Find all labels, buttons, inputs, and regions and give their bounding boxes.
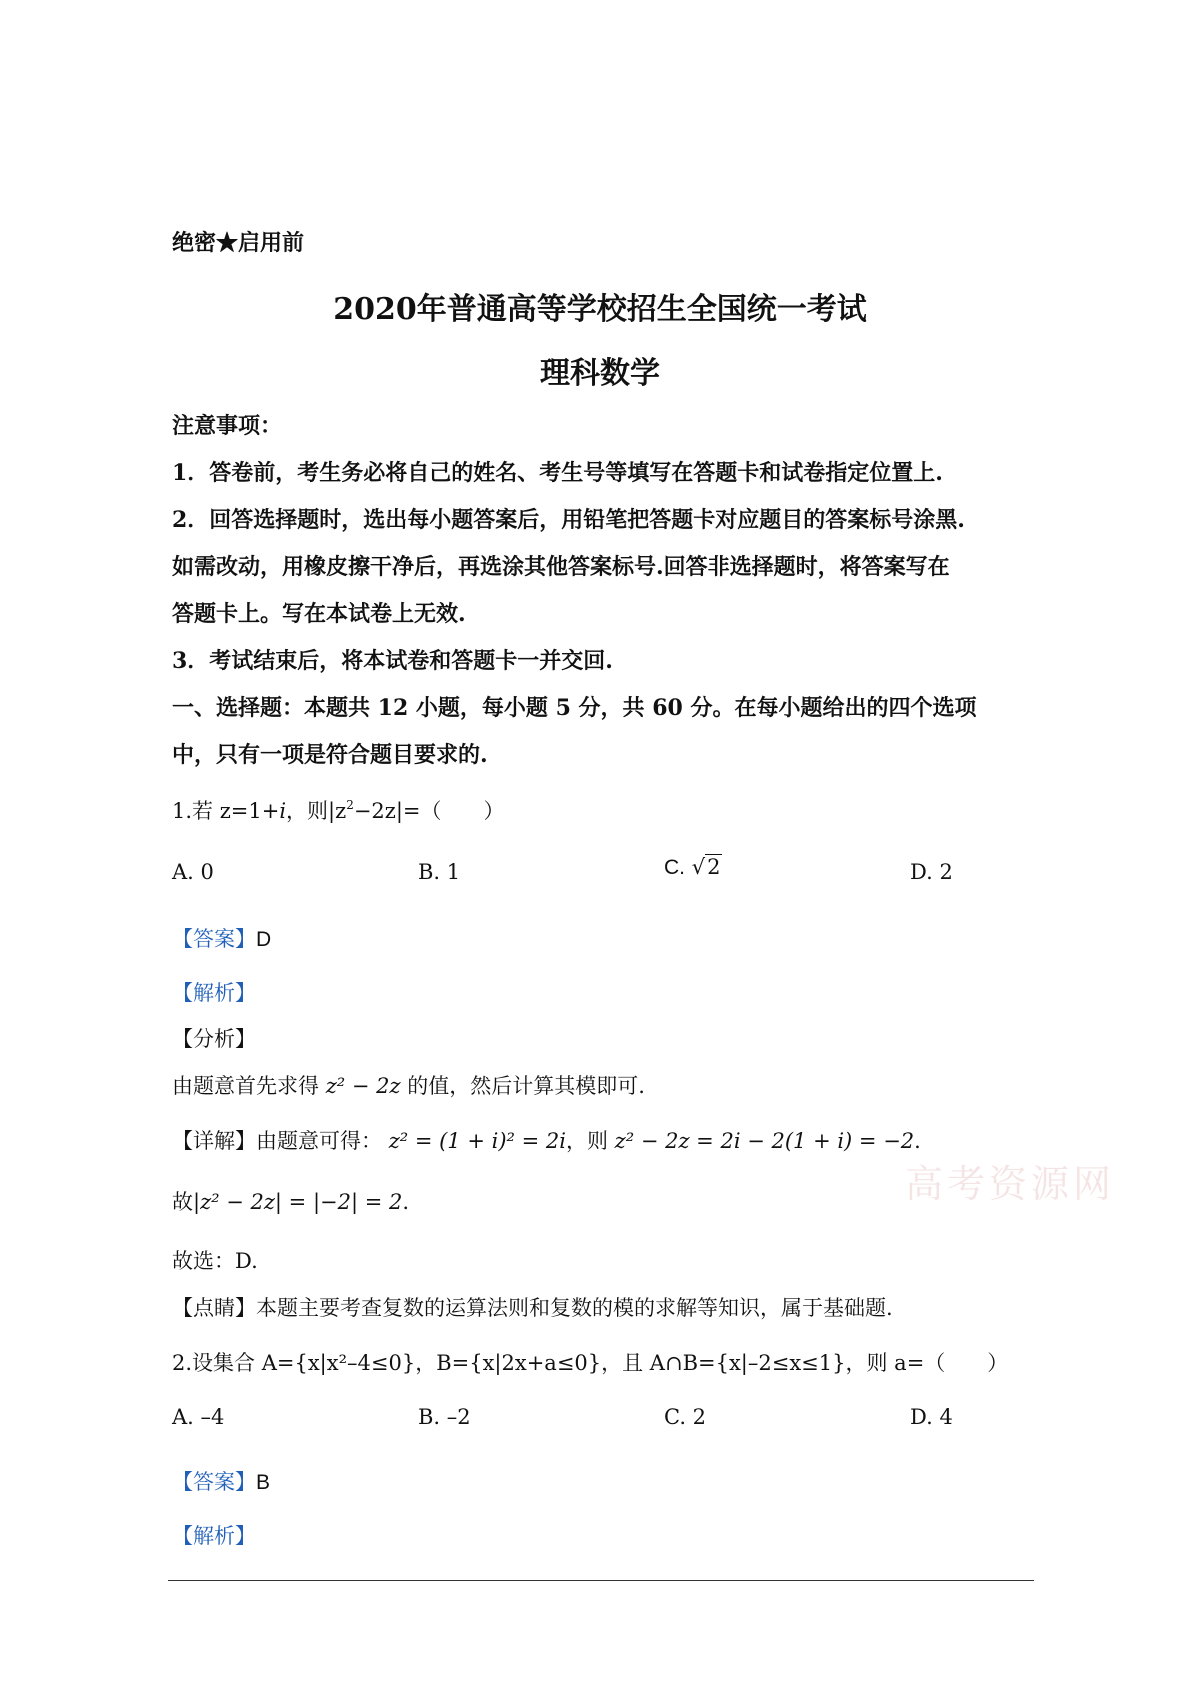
- secret-mark: 绝密★启用前: [172, 230, 305, 256]
- q2-answer-label: 【答案】: [172, 1470, 256, 1494]
- q1-stem-i: i: [279, 799, 287, 823]
- q1-comment-text: 本题主要考查复数的运算法则和复数的模的求解等知识，属于基础题.: [256, 1296, 893, 1320]
- q1-answer-value: D: [256, 928, 272, 951]
- q1-detail-expr2: z² − 2z = 2i − 2(1 + i) = −2: [614, 1129, 915, 1153]
- notice-item-2-line3: 答题卡上。写在本试卷上无效.: [172, 601, 466, 627]
- q1-detail-end: .: [914, 1129, 921, 1153]
- q1-answer-label: 【答案】: [172, 927, 256, 951]
- q1-therefore-expr: |z² − 2z| = |−2| = 2: [193, 1190, 403, 1214]
- q1-therefore-end: .: [402, 1190, 410, 1214]
- exam-subject: 理科数学: [540, 356, 660, 391]
- q1-stem-prefix: 1.若 z=1+: [172, 799, 280, 823]
- q2-option-b: B. –2: [418, 1405, 471, 1429]
- section-heading-line2: 中，只有一项是符合题目要求的.: [172, 742, 488, 768]
- q1-option-d: D. 2: [910, 860, 953, 884]
- notice-item-2-line1: 2．回答选择题时，选出每小题答案后，用铅笔把答题卡对应题目的答案标号涂黑.: [172, 507, 965, 533]
- section-heading-line1: 一、选择题：本题共 12 小题，每小题 5 分，共 60 分。在每小题给出的四个选项: [172, 695, 977, 721]
- q2-option-a: A. –4: [172, 1405, 225, 1429]
- q1-fenxi-pre: 由题意首先求得: [172, 1074, 319, 1098]
- q2-option-c: C. 2: [664, 1405, 707, 1429]
- notice-item-1: 1．答卷前，考生务必将自己的姓名、考生号等填写在答题卡和试卷指定位置上.: [172, 460, 943, 486]
- q1-analysis-label: 【解析】: [172, 981, 256, 1005]
- q2-option-d: D. 4: [910, 1405, 953, 1429]
- q1-comment-label: 【点睛】: [172, 1296, 256, 1320]
- notice-heading: 注意事项：: [172, 413, 283, 439]
- q1-fenxi-expr: z² − 2z: [325, 1074, 401, 1098]
- q1-detail-label: 【详解】: [172, 1129, 256, 1153]
- exam-title: 2020年普通高等学校招生全国统一考试: [333, 292, 867, 327]
- notice-item-2-line2: 如需改动，用橡皮擦干净后，再选涂其他答案标号.回答非选择题时，将答案写在: [172, 554, 950, 580]
- q1-stem-mid: ，则|z: [286, 799, 347, 823]
- q1-option-c-radicand: 2: [707, 855, 721, 879]
- q2-answer-value: B: [256, 1471, 271, 1494]
- q1-fenxi-text: [172, 1070, 645, 1100]
- footer-divider: [168, 1580, 1034, 1581]
- sqrt-icon: √2: [691, 855, 721, 879]
- q1-detail-text: 由题意可得：: [256, 1129, 382, 1153]
- question-1-stem: [172, 795, 505, 825]
- q1-answer: [172, 923, 271, 953]
- q1-option-c: [664, 855, 722, 880]
- q1-option-a: A. 0: [172, 860, 214, 884]
- q1-detail: [172, 1125, 921, 1155]
- q1-stem-sup: 2: [346, 798, 354, 812]
- q1-option-c-label: C.: [664, 856, 685, 879]
- q2-analysis-label: 【解析】: [172, 1524, 256, 1548]
- q1-comment: [172, 1292, 893, 1322]
- q1-option-b: B. 1: [418, 860, 461, 884]
- q2-answer: [172, 1466, 270, 1496]
- q1-therefore: [172, 1186, 409, 1216]
- watermark: 高考资源网: [905, 1162, 1116, 1206]
- q1-detail-sep: ，则: [565, 1129, 608, 1153]
- q1-fenxi-post: 的值，然后计算其模即可.: [407, 1074, 645, 1098]
- notice-item-3: 3．考试结束后，将本试卷和答题卡一并交回.: [172, 648, 613, 674]
- q1-detail-expr1: z² = (1 + i)² = 2i: [388, 1129, 566, 1153]
- q1-stem-suffix: −2z|=（ ）: [353, 799, 505, 823]
- q1-fenxi-label: 【分析】: [172, 1027, 256, 1051]
- question-2-stem: 2.设集合 A={x|x²–4≤0}，B={x|2x+a≤0}，且 A∩B={x|–2≤x≤1}，则 a=（ ）: [172, 1351, 1009, 1375]
- q1-choose: 故选：D.: [172, 1249, 258, 1273]
- q1-therefore-text: 故: [172, 1190, 193, 1214]
